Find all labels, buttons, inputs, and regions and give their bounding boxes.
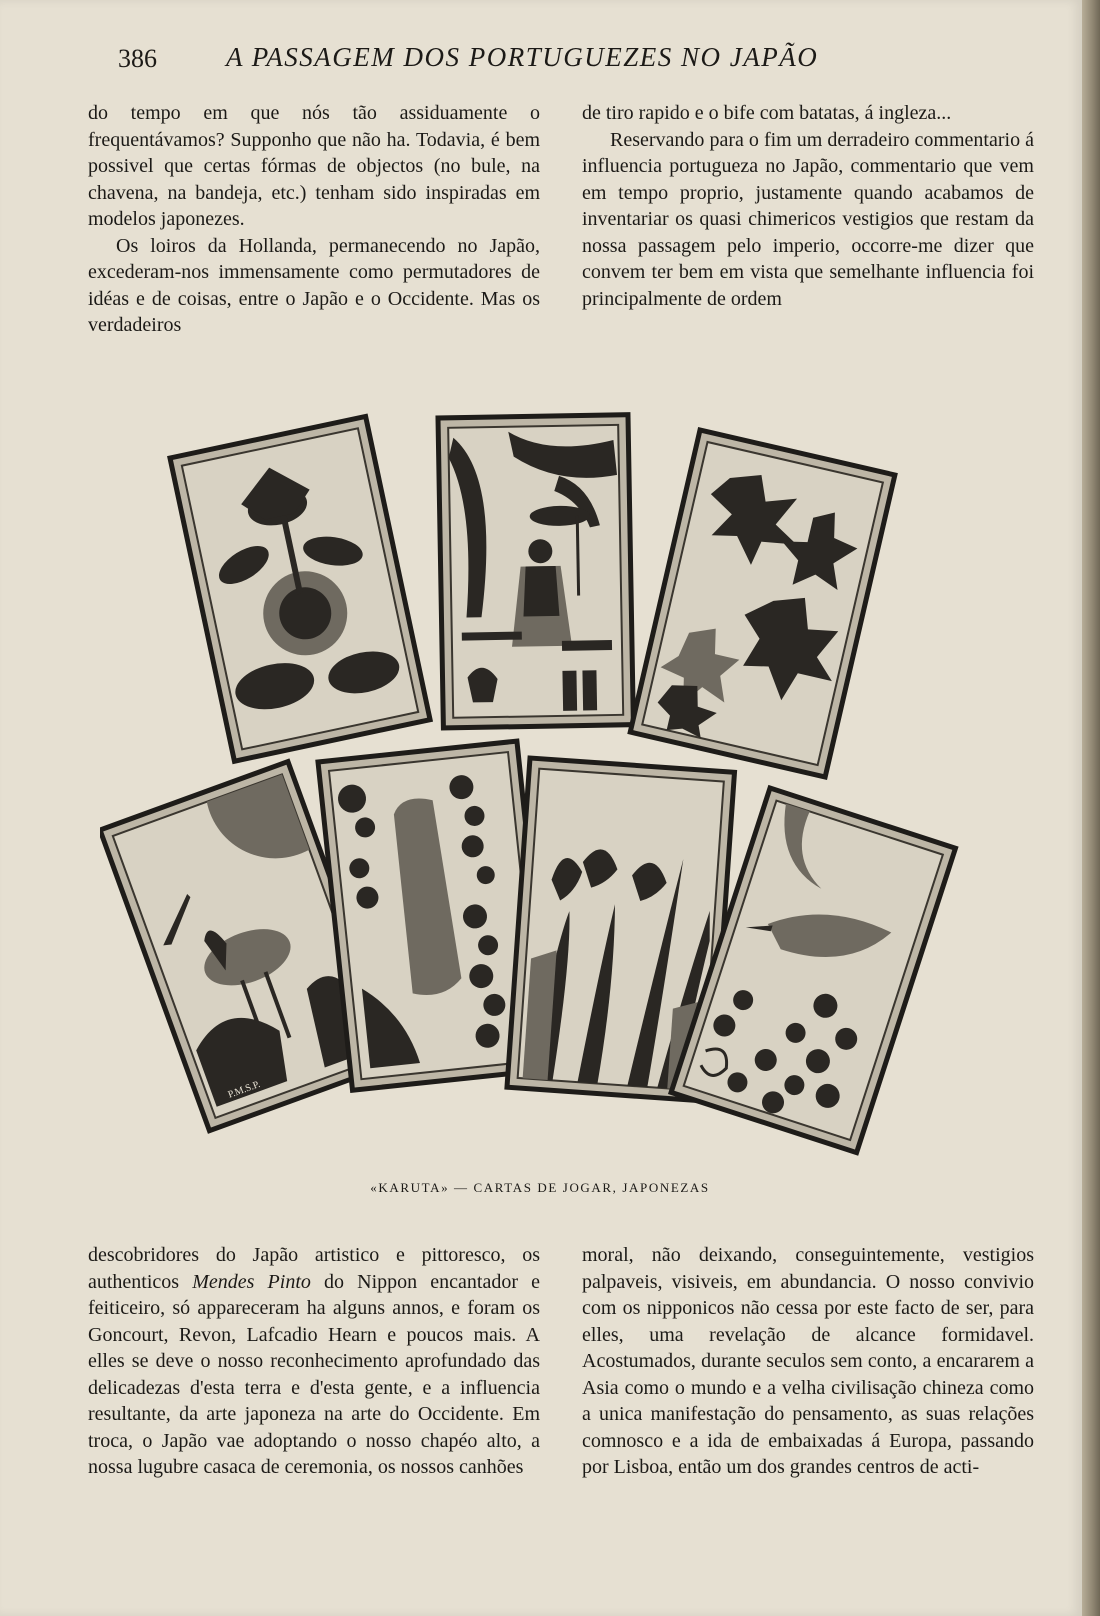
text-run: do Nippon encantador e feiticeiro, só appareceram ha alguns annos, e foram os Goncourt, Revon, Lafcadio Hearn e poucos mais. A elles se deve o nosso reconhecimento aprofundado das delicadezas d'esta terra e d'esta gente, e a influencia resultante, da arte japoneza na arte do Occidente. Em troca, o Japão vae adoptando o nosso chapéo alto, a nossa lugubre casaca de ceremonia, os nossos canhões	[88, 1270, 540, 1478]
book-spine-edge	[1082, 0, 1100, 1616]
illustrator-signature: P.M.S.P.	[226, 1078, 262, 1101]
text-column-bottom-left	[88, 1242, 540, 1481]
text-column-bottom-right	[582, 1242, 1034, 1481]
paragraph: moral, não deixando, conseguintemente, vestigios palpaveis, visiveis, em abundancia. O nosso convivio com os nipponicos não cessa por este facto de ser, para elles, uma revelação de alcance formidavel. Acostumados, durante seculos sem conto, a encararem a Asia como o mundo e a velha civilisação chineza como a unica manifestação do pensamento, as suas relações comnosco e a ida de embaixadas á Europa, passando por Lisboa, então um dos grandes centros de acti-	[582, 1244, 1034, 1478]
italic-name: Mendes Pinto	[192, 1270, 311, 1293]
text-column-top-right	[582, 100, 1034, 312]
karuta-illustration	[100, 410, 980, 1180]
page-number: 386	[118, 44, 157, 73]
figure-caption: «KARUTA» — CARTAS DE JOGAR, JAPONEZAS	[370, 1180, 710, 1195]
paragraph: Os loiros da Hollanda, permanecendo no Japão, excederam-nos immensamente como permutadores de idéas e de coisas, entre o Japão e o Occidente. Mas os verdadeiros	[88, 234, 540, 336]
text-run: descobridores do Japão artistico e pittoresco, os authenticos	[88, 1244, 540, 1293]
text-column-top-left	[88, 100, 540, 339]
running-head	[118, 40, 898, 80]
paragraph: do tempo em que nós tão assiduamente o frequentávamos? Supponho que não ha. Todavia, é bem possivel que certas fórmas de objectos (no bule, na chavena, na bandeja, etc.) tenham sido inspiradas em modelos japonezes.	[88, 102, 540, 230]
card-man-with-umbrella	[438, 415, 633, 728]
paragraph	[88, 1242, 540, 1481]
card-chrysanthemum	[170, 416, 430, 761]
card-maple-leaves	[630, 430, 895, 777]
paragraph: de tiro rapido e o bife com batatas, á ingleza...	[582, 102, 952, 124]
paragraph: Reservando para o fim um derradeiro commentario á influencia portugueza no Japão, commentario que vem em tempo proprio, justamente quando acabamos de inventariar os quasi chimericos vestigios que restam da nossa passagem pelo imperio, occorre-me dizer que convem ter bem em vista que semelhante influencia foi principalmente de ordem	[582, 128, 1034, 310]
page-title: A PASSAGEM DOS PORTUGUEZES NO JAPÃO	[226, 42, 819, 72]
